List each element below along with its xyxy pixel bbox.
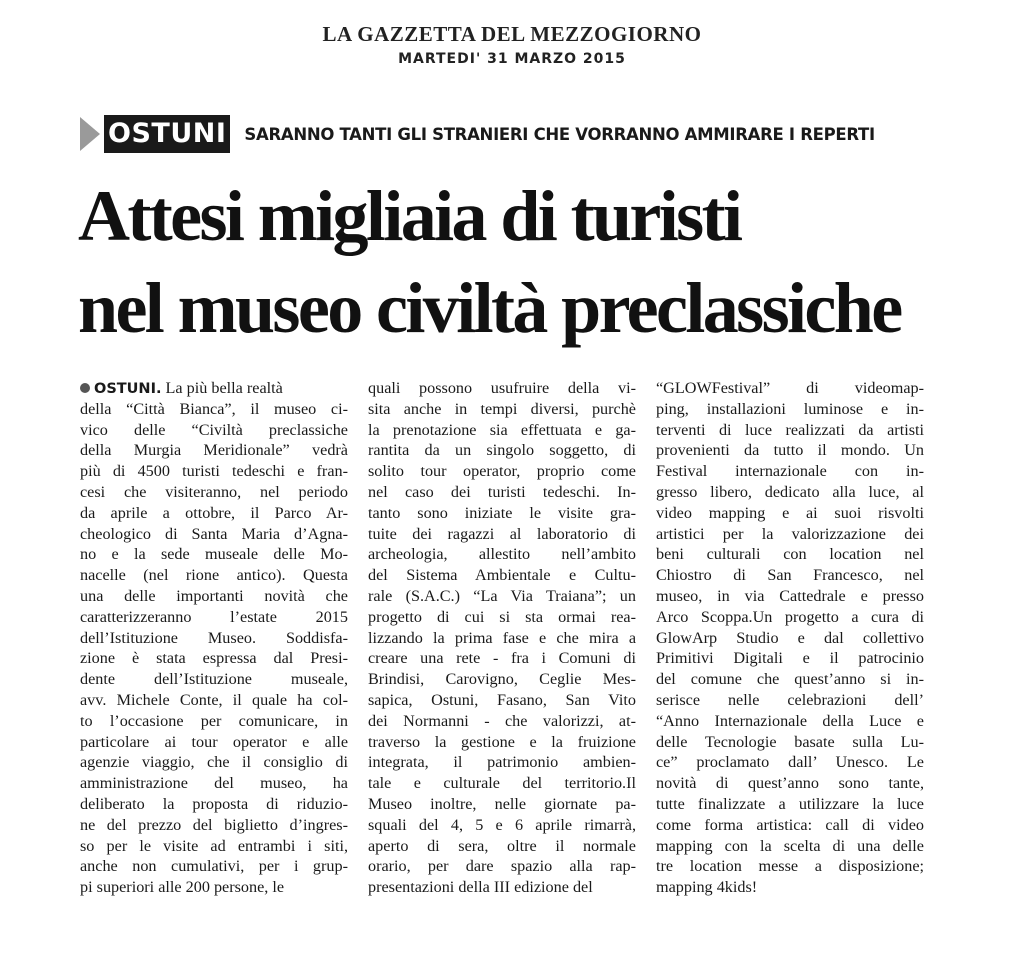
text-line: quali possono usufruire della vi- [368, 379, 636, 397]
text-line: della Murgia Meridionale” vedrà [80, 441, 348, 460]
text-line: squali del 4, 5 e 6 aprile rimarrà, [368, 815, 636, 834]
text-line: solito tour operator, proprio come [368, 462, 636, 481]
text-line: vico delle “Civiltà preclassiche [80, 420, 348, 439]
text-line: archeologia, allestito nell’ambito [368, 545, 636, 564]
text-line: sita anche in tempi diversi, purchè [368, 399, 636, 418]
text-line: presentazioni della III edizione del [368, 878, 593, 897]
dateline-bullet-icon [80, 383, 90, 393]
text-line: Arco Scoppa.Un progetto a cura di [656, 607, 924, 626]
article-column-1 [80, 378, 348, 898]
text-line: dei Normanni - che valorizzi, at- [368, 711, 636, 730]
text-line: del Sistema Ambientale e Cultu- [368, 566, 636, 585]
text-line: Museo inoltre, nelle giornate pa- [368, 794, 636, 813]
text-line: to l’occasione per comunicare, in [80, 711, 348, 730]
article-headline [78, 170, 978, 354]
text-line: nel caso dei turisti tedeschi. In- [368, 482, 636, 501]
text-line: ping, installazioni luminose e in- [656, 399, 924, 418]
text-line: delle Tecnologie basate sulla Lu- [656, 732, 924, 751]
text-line: serisce nelle celebrazioni dell’ [656, 690, 924, 709]
text-line: caratterizzeranno l’estate 2015 [80, 607, 348, 626]
article-column-2 [368, 378, 636, 898]
text-line: mapping 4kids! [656, 878, 758, 897]
text-line: cesi che visiteranno, nel periodo [80, 482, 348, 501]
text-line [80, 378, 348, 399]
text-line: Chiostro di San Francesco, nel [656, 566, 924, 585]
text-line: la prenotazione sia effettuata e ga- [368, 420, 636, 439]
text-line: no e la sede museale delle Mo- [80, 545, 348, 564]
text-line: da aprile a ottobre, il Parco Ar- [80, 503, 348, 522]
text-line: avv. Michele Conte, il quale ha col- [80, 690, 348, 709]
location-badge: OSTUNI [104, 115, 230, 153]
text-line: mapping con la scelta di una delle [656, 836, 924, 855]
text-line: Primitivi Digitali e il patrocinio [656, 649, 924, 668]
text-fragment: La più bella realtà [161, 379, 283, 397]
text-line: tuite dei ragazzi al laboratorio di [368, 524, 636, 543]
text-line: tale e culturale del territorio.Il [368, 774, 636, 793]
text-line: novità di quest’anno sono tante, [656, 774, 924, 793]
text-line: ce” proclamato dall’ Unesco. Le [656, 753, 924, 772]
text-line: lizzando la prima fase e che mira a [368, 628, 636, 647]
text-line: agenzie viaggio, che il consiglio di [80, 753, 348, 772]
text-line: dente dell’Istituzione museale, [80, 670, 348, 689]
text-line: orario, per dare spazio alla rap- [368, 857, 636, 876]
text-line: GlowArp Studio e dal collettivo [656, 628, 924, 647]
text-line: nacelle (nel rione antico). Questa [80, 566, 348, 585]
text-line: tanto sono iniziate le visite gra- [368, 503, 636, 522]
headline-line-1: Attesi migliaia di turisti [78, 176, 741, 256]
text-line: traverso la gestione e la fruizione [368, 732, 636, 751]
text-line: museo, in via Cattedrale e presso [656, 586, 924, 605]
text-line: integrata, il patrimonio ambien- [368, 753, 636, 772]
text-line: particolare ai tour operator e alle [80, 732, 348, 751]
text-line: “GLOWFestival” di videomap- [656, 379, 924, 397]
text-line: della “Città Bianca”, il museo ci- [80, 399, 348, 418]
article-column-3 [656, 378, 924, 898]
text-line: del comune che quest’anno si in- [656, 670, 924, 689]
text-line: video mapping e ai suoi risvolti [656, 503, 924, 522]
kicker-row [80, 112, 875, 156]
text-line: tre location messe a disposizione; [656, 857, 924, 876]
text-line: deliberato la proposta di riduzio- [80, 794, 348, 813]
newspaper-name: LA GAZZETTA DEL MEZZOGIORNO [322, 22, 702, 46]
text-line: amministrazione del museo, ha [80, 774, 348, 793]
text-line: terventi di luce realizzati da artisti [656, 420, 924, 439]
text-line: provenienti da tutto il mondo. Un [656, 441, 924, 460]
publication-date: MARTEDI' 31 MARZO 2015 [398, 51, 626, 67]
masthead [0, 22, 1024, 68]
text-line: una delle importanti novità che [80, 586, 348, 605]
headline-line-2: nel museo civiltà preclassiche [78, 268, 901, 348]
text-line: tutte finalizzate a utilizzare la luce [656, 794, 924, 813]
dateline: OSTUNI. [94, 381, 162, 397]
kicker-subtitle: SARANNO TANTI GLI STRANIERI CHE VORRANNO AMMIRARE I REPERTI [244, 124, 875, 144]
text-line: aperto di sera, oltre il normale [368, 836, 636, 855]
text-line: rale (S.A.C.) “La Via Traiana”; un [368, 586, 636, 605]
text-line: dell’Istituzione Museo. Soddisfa- [80, 628, 348, 647]
text-line: creare una rete - fra i Comuni di [368, 649, 636, 668]
text-line: cheologico di Santa Maria d’Agna- [80, 524, 348, 543]
text-line: rantita da un singolo soggetto, di [368, 441, 636, 460]
text-line: so per le visite ad entrambi i siti, [80, 836, 348, 855]
text-line: pi superiori alle 200 persone, le [80, 878, 285, 897]
text-line: gresso libero, dedicato alla luce, al [656, 482, 924, 501]
text-line: Brindisi, Carovigno, Ceglie Mes- [368, 670, 636, 689]
text-line: ne del prezzo del biglietto d’ingres- [80, 815, 348, 834]
text-line: beni culturali con location nel [656, 545, 924, 564]
text-line: zione è stata espressa dal Presi- [80, 649, 348, 668]
text-line: anche non cumulativi, per i grup- [80, 857, 348, 876]
text-line: come forma artistica: call di video [656, 815, 924, 834]
arrow-right-icon [80, 117, 100, 151]
text-line: più di 4500 turisti tedeschi e fran- [80, 462, 348, 481]
text-line: artistici per la valorizzazione dei [656, 524, 924, 543]
text-line: progetto di cui si sta ormai rea- [368, 607, 636, 626]
text-line: sapica, Ostuni, Fasano, San Vito [368, 690, 636, 709]
text-line: “Anno Internazionale della Luce e [656, 711, 924, 730]
text-line: Festival internazionale con in- [656, 462, 924, 481]
